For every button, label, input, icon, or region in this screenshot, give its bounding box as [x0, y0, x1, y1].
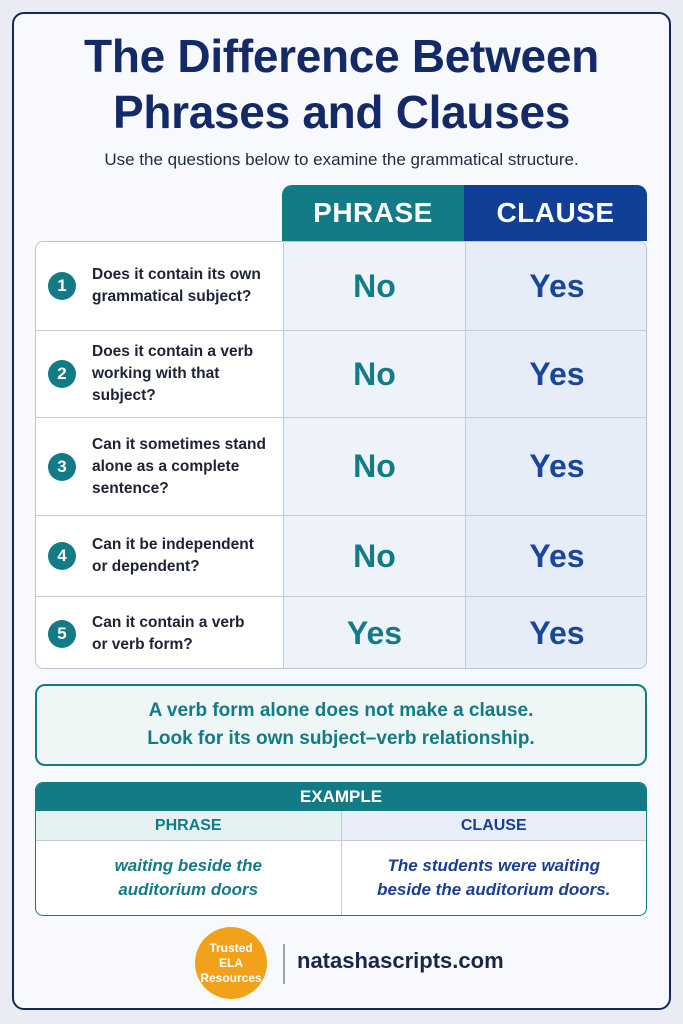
example-phrase-label: PHRASE	[36, 811, 342, 840]
question-line: alone as a complete	[92, 457, 240, 475]
question-line: or dependent?	[92, 558, 200, 575]
number-badge: 2	[48, 360, 76, 388]
example-box	[35, 782, 647, 916]
phrase-answer: Yes	[283, 597, 465, 669]
tip-note	[35, 684, 647, 766]
question-cell	[36, 516, 283, 596]
number-badge: 3	[48, 453, 76, 481]
example-clause-text	[342, 841, 647, 915]
footer-divider	[283, 944, 285, 984]
question-text	[92, 264, 261, 308]
page-title	[0, 28, 683, 140]
comparison-table	[35, 241, 647, 669]
question-line: or verb form?	[92, 635, 193, 653]
table-row-3	[36, 417, 647, 515]
title-line-1: The Difference Between	[84, 30, 599, 82]
question-line: working with that subject?	[92, 365, 220, 404]
phrase-answer: No	[283, 242, 465, 330]
number-badge: 5	[48, 620, 76, 648]
title-line-2: Phrases and Clauses	[112, 86, 571, 138]
clause-answer: Yes	[465, 516, 647, 596]
question-line: Can it contain a verb	[92, 613, 245, 631]
badge-line: Resources	[200, 970, 262, 985]
question-cell	[36, 418, 283, 515]
question-line: grammatical subject?	[92, 288, 252, 305]
question-text	[92, 341, 283, 407]
table-row-4	[36, 515, 647, 596]
table-row-2	[36, 330, 647, 417]
clause-answer: Yes	[465, 418, 647, 515]
phrase-answer: No	[283, 331, 465, 417]
example-subheader	[36, 811, 646, 841]
question-text	[92, 612, 244, 656]
clause-answer: Yes	[465, 597, 647, 669]
question-line: Can it be independent	[92, 536, 254, 553]
site-url[interactable]: natashascripts.com	[297, 948, 504, 973]
number-badge: 4	[48, 542, 76, 570]
question-cell	[36, 331, 283, 417]
note-line-1: A verb form alone does not make a clause.	[148, 700, 534, 721]
example-heading: EXAMPLE	[36, 783, 646, 811]
question-cell	[36, 242, 283, 330]
phrase-column-header: PHRASE	[282, 185, 464, 241]
table-row-1	[36, 242, 647, 330]
example-line: The students were waiting	[387, 856, 601, 875]
example-line: auditorium doors	[118, 880, 259, 899]
phrase-answer: No	[283, 516, 465, 596]
subtitle: Use the questions below to examine the grammatical structure.	[104, 150, 579, 169]
trusted-badge	[195, 927, 267, 999]
question-cell	[36, 597, 283, 669]
phrase-answer: No	[283, 418, 465, 515]
number-badge: 1	[48, 272, 76, 300]
example-phrase-text	[36, 841, 342, 915]
example-line: beside the auditorium doors.	[377, 880, 611, 899]
question-line: sentence?	[92, 479, 169, 497]
clause-answer: Yes	[465, 242, 647, 330]
note-line-2: Look for its own subject–verb relationship.	[147, 728, 535, 749]
question-line: Can it sometimes stand	[92, 435, 266, 453]
question-line: Does it contain its own	[92, 266, 261, 283]
question-text	[92, 534, 254, 578]
example-clause-label: CLAUSE	[342, 811, 647, 840]
example-line: waiting beside the	[114, 856, 262, 875]
question-text	[92, 434, 266, 500]
example-body	[36, 841, 646, 915]
badge-line: Trusted	[209, 940, 253, 955]
clause-column-header: CLAUSE	[464, 185, 647, 241]
question-line: Does it contain a verb	[92, 343, 254, 360]
clause-answer: Yes	[465, 331, 647, 417]
table-row-5	[36, 596, 647, 669]
badge-line: ELA	[219, 955, 243, 970]
